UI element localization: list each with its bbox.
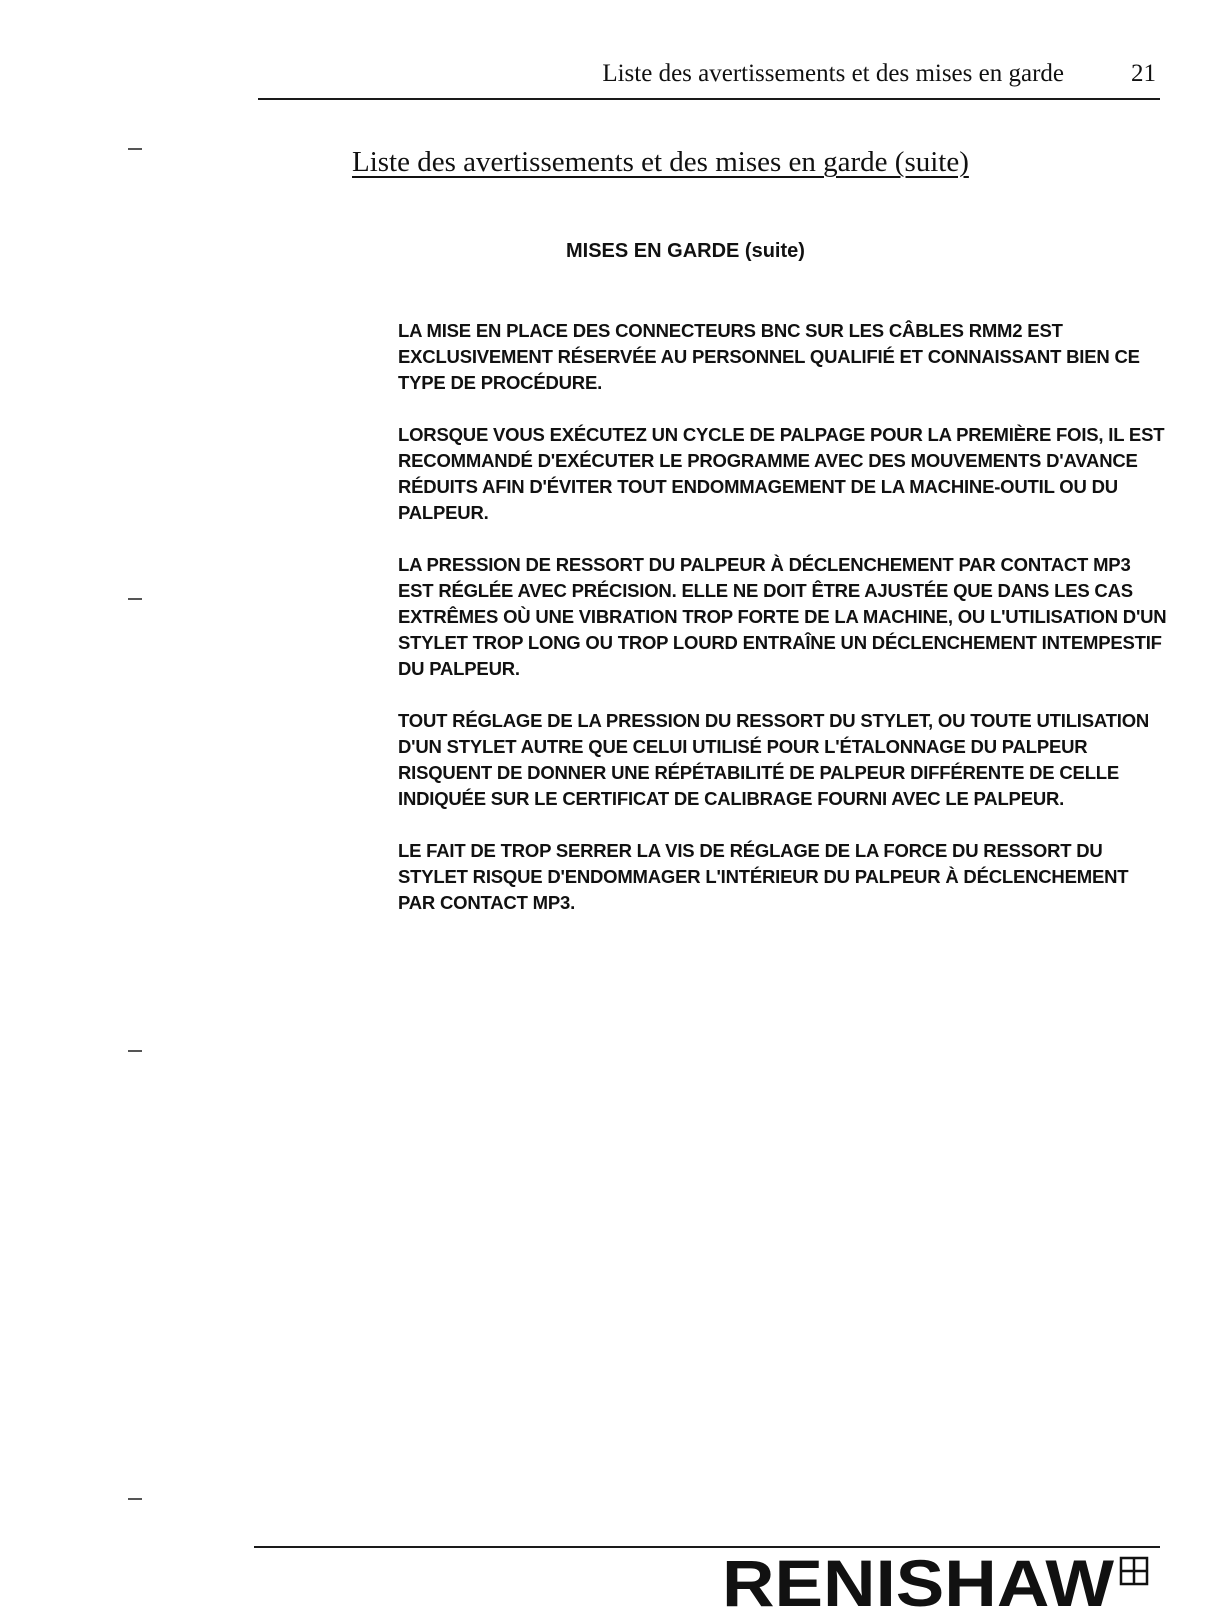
caution-paragraph: LA PRESSION DE RESSORT DU PALPEUR À DÉCLENCHEMENT PAR CONTACT MP3 EST RÉGLÉE AVEC PRÉCISION. ELLE NE DOIT ÊTRE AJUSTÉE QUE DANS LES CAS EXTRÊMES OÙ UNE VIBRATION TROP FORTE DE LA MACHINE, OU L'UTILISATION D'UN STYLET TROP LONG OU TROP LOURD ENTRAÎNE UN DÉCLENCHEMENT INTEMPESTIF DU PALPEUR. <box>398 554 1167 679</box>
logo-wordmark: RENISHAW <box>722 1546 1115 1610</box>
margin-tick-mark <box>128 598 142 600</box>
page-number: 21 <box>1131 60 1156 87</box>
renishaw-logo-icon <box>722 1546 1152 1610</box>
margin-tick-mark <box>128 1050 142 1052</box>
cautions-subheading: MISES EN GARDE (suite) <box>566 240 805 262</box>
margin-tick-mark <box>128 148 142 150</box>
caution-paragraph: LORSQUE VOUS EXÉCUTEZ UN CYCLE DE PALPAGE POUR LA PREMIÈRE FOIS, IL EST RECOMMANDÉ D'EXÉCUTER LE PROGRAMME AVEC DES MOUVEMENTS D'AVANCE RÉDUITS AFIN D'ÉVITER TOUT ENDOMMAGEMENT DE LA MACHINE-OUTIL OU DU PALPEUR. <box>398 424 1165 523</box>
caution-paragraph: LA MISE EN PLACE DES CONNECTEURS BNC SUR LES CÂBLES RMM2 EST EXCLUSIVEMENT RÉSERVÉE AU PERSONNEL QUALIFIÉ ET CONNAISSANT BIEN CE TYPE DE PROCÉDURE. <box>398 320 1140 393</box>
margin-tick-mark <box>128 1498 142 1500</box>
running-header <box>258 58 1160 100</box>
caution-paragraph: LE FAIT DE TROP SERRER LA VIS DE RÉGLAGE DE LA FORCE DU RESSORT DU STYLET RISQUE D'ENDOMMAGER L'INTÉRIEUR DU PALPEUR À DÉCLENCHEMENT PAR CONTACT MP3. <box>398 840 1129 913</box>
cautions-list <box>398 318 1168 942</box>
caution-paragraph: TOUT RÉGLAGE DE LA PRESSION DU RESSORT DU STYLET, OU TOUTE UTILISATION D'UN STYLET AUTRE QUE CELUI UTILISÉ POUR L'ÉTALONNAGE DU PALPEUR RISQUENT DE DONNER UNE RÉPÉTABILITÉ DE PALPEUR DIFFÉRENTE DE CELLE INDIQUÉE SUR LE CERTIFICAT DE CALIBRAGE FOURNI AVEC LE PALPEUR. <box>398 710 1150 809</box>
section-title: Liste des avertissements et des mises en garde (suite) <box>352 146 969 178</box>
running-title: Liste des avertissements et des mises en garde <box>602 60 1064 87</box>
